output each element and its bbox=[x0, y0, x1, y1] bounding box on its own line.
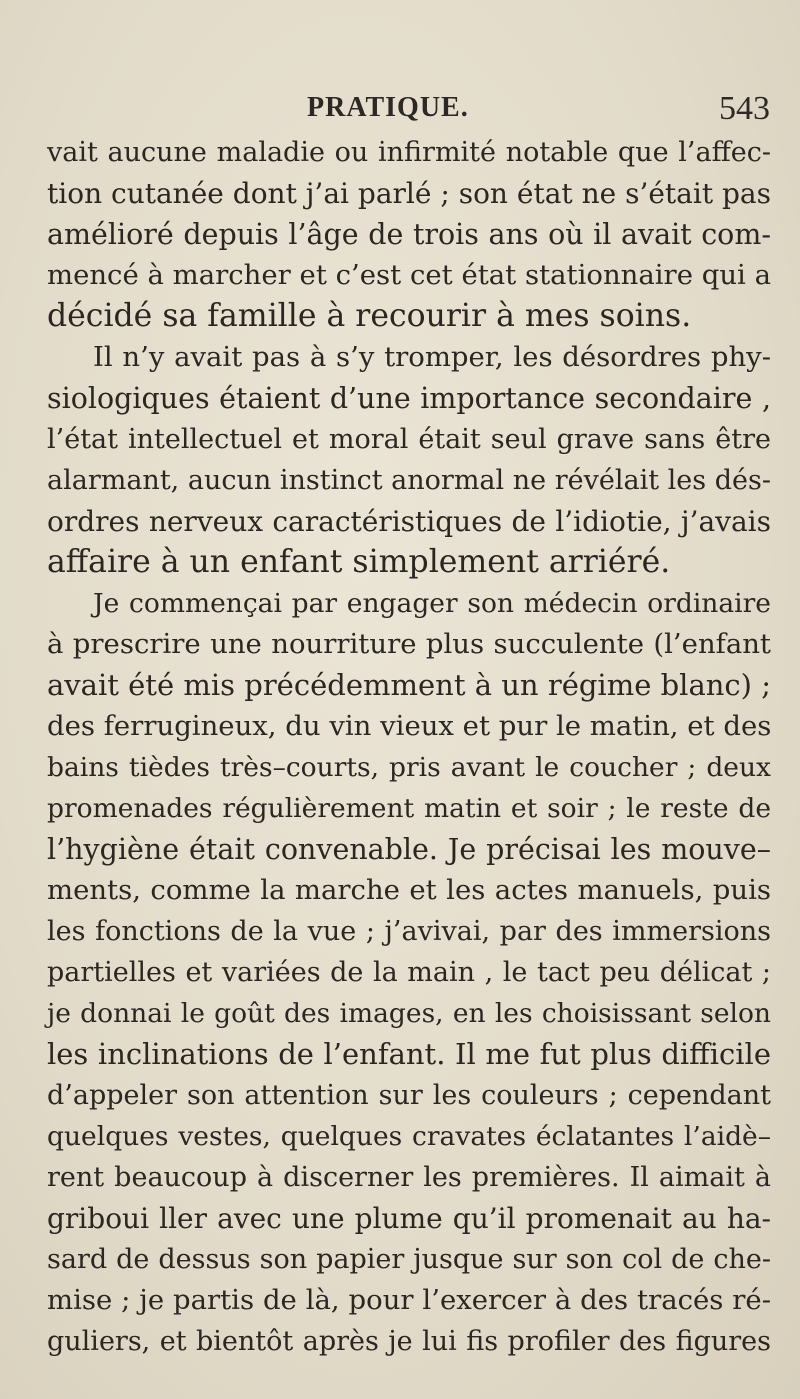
paragraph-start-line: Je commençai par engager son médecin ordinaire bbox=[93, 588, 771, 619]
text-line: bains tièdes très–courts, pris avant le coucher ; deux bbox=[47, 752, 771, 783]
text-line: tion cutanée dont j’ai parlé ; son état ne s’était pas bbox=[47, 177, 771, 210]
text-line: l’hygiène était convenable. Je précisai les mouve– bbox=[47, 833, 771, 866]
text-line: griboui ller avec une plume qu’il promenait au ha- bbox=[47, 1202, 771, 1235]
text-line: d’appeler son attention sur les couleurs ; cependant bbox=[47, 1080, 771, 1111]
text-line: rent beaucoup à discerner les premières. Il aimait à bbox=[47, 1162, 771, 1193]
text-line: siologiques étaient d’une importance secondaire , bbox=[47, 382, 771, 415]
running-head-title: PRATIQUE. bbox=[307, 92, 469, 123]
text-line: l’état intellectuel et moral était seul grave sans être bbox=[47, 424, 771, 455]
text-line: les fonctions de la vue ; j’avivai, par des immersions bbox=[47, 916, 771, 947]
text-line: mise ; je partis de là, pour l’exercer à des tracés ré- bbox=[47, 1284, 771, 1316]
text-line: mencé à marcher et c’est cet état stationnaire qui a bbox=[47, 259, 771, 291]
text-line: quelques vestes, quelques cravates éclatantes l’aidè– bbox=[47, 1121, 771, 1152]
page-number: 543 bbox=[719, 90, 770, 127]
text-line: je donnai le goût des images, en les choisissant selon bbox=[47, 998, 771, 1029]
text-line: des ferrugineux, du vin vieux et pur le matin, et des bbox=[47, 710, 772, 742]
text-line: amélioré depuis l’âge de trois ans où il avait com- bbox=[47, 218, 771, 251]
text-line: partielles et variées de la main , le tact peu délicat ; bbox=[47, 957, 771, 988]
text-line: ordres nerveux caractéristiques de l’idiotie, j’avais bbox=[47, 505, 771, 538]
text-line: promenades régulièrement matin et soir ; le reste de bbox=[47, 793, 771, 824]
text-line: alarmant, aucun instinct anormal ne révélait les dés- bbox=[47, 465, 771, 496]
text-line: sard de dessus son papier jusque sur son col de che- bbox=[47, 1244, 771, 1275]
text-line: avait été mis précédemment à un régime blanc) ; bbox=[47, 668, 771, 702]
paragraph-start-line: Il n’y avait pas à s’y tromper, les désordres phy- bbox=[93, 341, 771, 373]
text-line: guliers, et bientôt après je lui fis profiler des figures bbox=[47, 1326, 771, 1357]
text-line: ments, comme la marche et les actes manuels, puis bbox=[47, 874, 771, 906]
body-text bbox=[47, 132, 771, 1362]
text-line: à prescrire une nourriture plus succulente (l’enfant bbox=[47, 628, 771, 660]
text-line: affaire à un enfant simplement arriéré. bbox=[47, 544, 671, 580]
text-line: vait aucune maladie ou infirmité notable que l’affec- bbox=[47, 137, 771, 168]
text-line: les inclinations de l’enfant. Il me fut plus difficile bbox=[47, 1037, 771, 1071]
text-line: décidé sa famille à recourir à mes soins. bbox=[47, 298, 692, 334]
